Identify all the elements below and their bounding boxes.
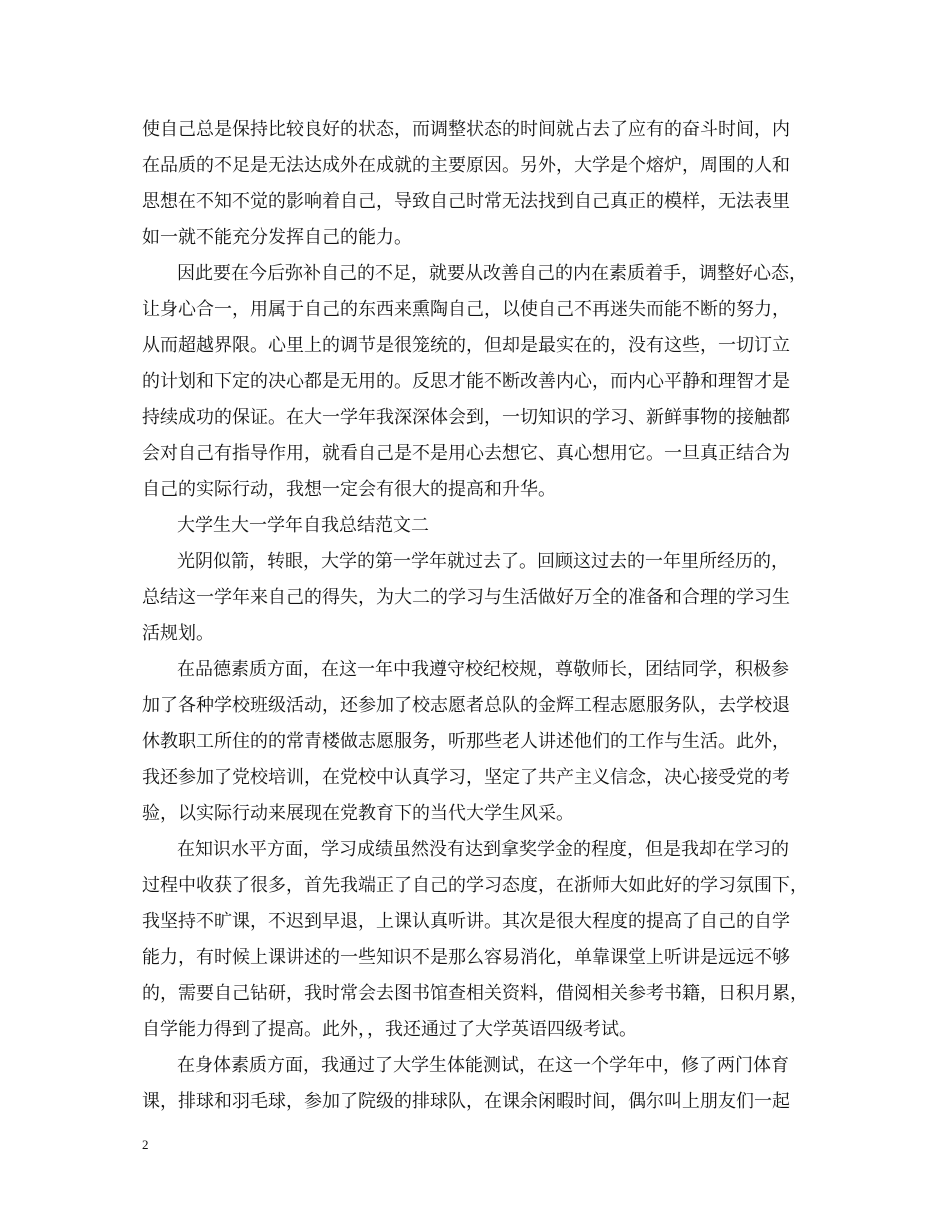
paragraph-first-line: 在知识水平方面，学习成绩虽然没有达到拿奖学金的程度，但是我却在学习的 [177, 839, 789, 860]
text-line: 加了各种学校班级活动，还参加了校志愿者总队的金辉工程志愿服务队，去学校退 [142, 695, 790, 716]
text-line: 的，需要自己钻研，我时常会去图书馆查相关资料，借阅相关参考书籍，日积月累， [142, 983, 808, 1004]
text-line: 能力，有时候上课讲述的一些知识不是那么容易消化，单靠课堂上听讲是远远不够 [142, 947, 790, 968]
paragraph-first-line: 因此要在今后弥补自己的不足，就要从改善自己的内在素质着手，调整好心态， [177, 263, 807, 284]
text-line: 使自己总是保持比较良好的状态，而调整状态的时间就占去了应有的奋斗时间，内 [142, 119, 790, 140]
paragraph-first-line: 在品德素质方面，在这一年中我遵守校纪校规，尊敬师长，团结同学，积极参 [177, 659, 789, 680]
page-number: 2 [142, 1137, 149, 1152]
text-line: 从而超越界限。心里上的调节是很笼统的，但却是最实在的，没有这些，一切订立 [142, 335, 790, 356]
text-line: 课，排球和羽毛球，参加了院级的排球队，在课余闲暇时间，偶尔叫上朋友们一起 [142, 1091, 790, 1112]
text-line: 持续成功的保证。在大一学年我深深体会到，一切知识的学习、新鲜事物的接触都 [142, 407, 790, 428]
text-line: 过程中收获了很多，首先我端正了自己的学习态度，在浙师大如此好的学习氛围下， [142, 875, 808, 896]
text-line: 如一就不能充分发挥自己的能力。 [142, 227, 412, 248]
text-line: 让身心合一，用属于自己的东西来熏陶自己，以使自己不再迷失而能不断的努力， [142, 299, 790, 320]
text-line: 会对自己有指导作用，就看自己是不是用心去想它、真心想用它。一旦真正结合为 [142, 443, 790, 464]
text-line: 思想在不知不觉的影响着自己，导致自己时常无法找到自己真正的模样，无法表里 [142, 191, 790, 212]
text-line: 自己的实际行动，我想一定会有很大的提高和升华。 [142, 479, 556, 500]
text-line: 自学能力得到了提高。此外，，我还通过了大学英语四级考试。 [142, 1019, 637, 1040]
text-line: 在品质的不足是无法达成外在成就的主要原因。另外，大学是个熔炉，周围的人和 [142, 155, 790, 176]
text-line: 我坚持不旷课，不迟到早退，上课认真听讲。其次是很大程度的提高了自己的自学 [142, 911, 790, 932]
text-line: 总结这一学年来自己的得失，为大二的学习与生活做好万全的准备和合理的学习生 [142, 587, 790, 608]
paragraph-first-line: 光阴似箭，转眼，大学的第一学年就过去了。回顾这过去的一年里所经历的， [177, 551, 789, 572]
section-heading: 大学生大一学年自我总结范文二 [177, 515, 429, 536]
text-line: 的计划和下定的决心都是无用的。反思才能不断改善内心，而内心平静和理智才是 [142, 371, 790, 392]
text-line: 活规划。 [142, 623, 214, 644]
text-line: 验，以实际行动来展现在党教育下的当代大学生风采。 [142, 803, 574, 824]
paragraph-first-line: 在身体素质方面，我通过了大学生体能测试，在这一个学年中，修了两门体育 [177, 1055, 789, 1076]
text-line: 休教职工所住的的常青楼做志愿服务，听那些老人讲述他们的工作与生活。此外， [142, 731, 790, 752]
text-line: 我还参加了党校培训，在党校中认真学习，坚定了共产主义信念，决心接受党的考 [142, 767, 790, 788]
